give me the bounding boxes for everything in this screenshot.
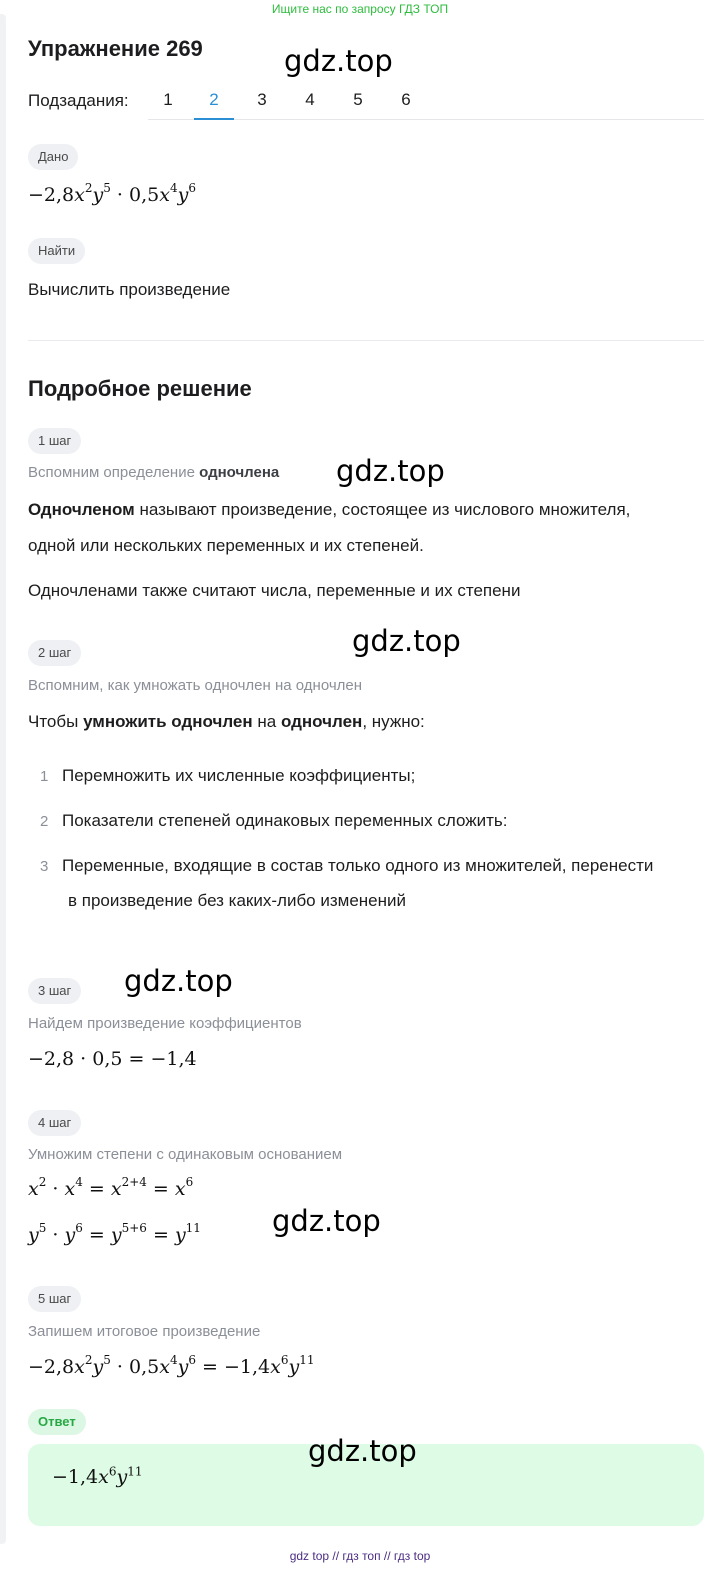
page-title: Упражнение 269 bbox=[28, 36, 203, 61]
find-badge: Найти bbox=[28, 238, 85, 264]
top-banner[interactable]: Ищите нас по запросу ГДЗ ТОП bbox=[271, 2, 449, 16]
step-4-expression-y: $y^5 \cdot y^6 = y^{5+6} = y^{11}$ bbox=[28, 1220, 201, 1246]
tab-5[interactable]: 5 bbox=[353, 90, 363, 109]
list-item: 3 Переменные, входящие в состав только одного из множителей, перенести bbox=[40, 856, 654, 875]
tab-6[interactable]: 6 bbox=[401, 90, 411, 109]
step-1-badge: 1 шаг bbox=[28, 428, 81, 454]
step-4-badge: 4 шаг bbox=[28, 1110, 81, 1136]
active-tab-indicator bbox=[194, 118, 234, 120]
watermark: gdz.top bbox=[336, 454, 445, 488]
solution-title: Подробное решение bbox=[28, 376, 252, 401]
footer-links[interactable]: gdz top // гдз топ // гдз top bbox=[289, 1549, 431, 1563]
subtask-tabs bbox=[148, 80, 704, 120]
step-4-hint: Умножим степени с одинаковым основанием bbox=[28, 1146, 343, 1163]
step-5-hint: Запишем итоговое произведение bbox=[28, 1323, 261, 1340]
step-2-hint: Вспомним, как умножать одночлен на одночлен bbox=[28, 677, 363, 694]
left-rail bbox=[0, 14, 6, 1544]
step-3-hint: Найдем произведение коэффициентов bbox=[28, 1015, 302, 1032]
step-1-definition-line-2: одной или нескольких переменных и их степеней. bbox=[28, 536, 424, 555]
divider bbox=[28, 340, 704, 341]
tab-3[interactable]: 3 bbox=[257, 90, 267, 109]
step-1-hint: Вспомним определение одночлена bbox=[28, 464, 280, 481]
answer-expression: $-1,4x^6y^{11}$ bbox=[52, 1464, 143, 1488]
step-1-definition: Одночленом называют произведение, состоящее из числового множителя, bbox=[28, 500, 631, 519]
step-3-expression: −2,8 · 0,5 = −1,4 bbox=[28, 1048, 197, 1070]
step-5-badge: 5 шаг bbox=[28, 1286, 81, 1312]
step-1-extra: Одночленами также считают числа, переменные и их степени bbox=[28, 581, 521, 600]
watermark: gdz.top bbox=[124, 964, 233, 998]
subtasks-label: Подзадания: bbox=[28, 91, 129, 110]
list-item: 1 Перемножить их численные коэффициенты; bbox=[40, 766, 416, 785]
tab-2[interactable]: 2 bbox=[209, 90, 219, 109]
watermark: gdz.top bbox=[352, 624, 461, 658]
given-badge: Дано bbox=[28, 144, 78, 170]
watermark: gdz.top bbox=[284, 44, 393, 78]
step-4-expression-x: $x^2 \cdot x^4 = x^{2+4} = x^6$ bbox=[28, 1174, 194, 1200]
watermark: gdz.top bbox=[272, 1204, 381, 1238]
step-3-badge: 3 шаг bbox=[28, 978, 81, 1004]
given-expression: $-2,8x^2y^5 \cdot 0,5x^4y^6$ bbox=[28, 180, 196, 206]
list-item: 2 Показатели степеней одинаковых переменных сложить: bbox=[40, 811, 508, 830]
find-text: Вычислить произведение bbox=[28, 280, 231, 299]
watermark: gdz.top bbox=[308, 1434, 417, 1468]
tab-4[interactable]: 4 bbox=[305, 90, 315, 109]
answer-badge: Ответ bbox=[28, 1409, 86, 1435]
step-5-expression: $-2,8x^2y^5 \cdot 0,5x^4y^6 = -1,4x^6y^{11}$ bbox=[28, 1352, 315, 1378]
tab-1[interactable]: 1 bbox=[163, 90, 173, 109]
list-item-continuation: в произведение без каких-либо изменений bbox=[68, 891, 407, 910]
step-2-rule: Чтобы умножить одночлен на одночлен, нужно: bbox=[28, 712, 425, 731]
step-2-badge: 2 шаг bbox=[28, 640, 81, 666]
